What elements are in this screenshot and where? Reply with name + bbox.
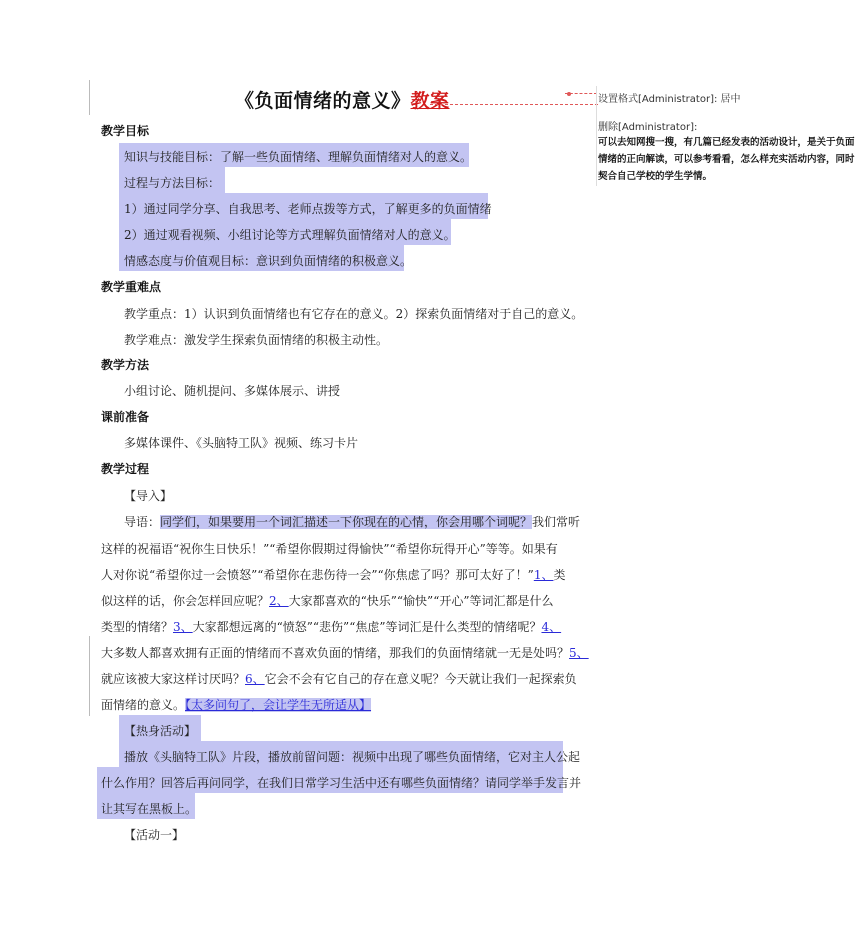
keypoint-line: 教学重点：1）认识到负面情绪也有它存在的意义。2）探索负面情绪对于自己的意义。: [124, 307, 584, 321]
revision-bar: [89, 636, 90, 716]
text-run: 面情绪的意义。: [101, 698, 186, 712]
delete-comment-author[interactable]: 删除[Administrator]:: [598, 122, 698, 133]
text-run: 导语：: [124, 515, 161, 529]
text-run: 大家都喜欢的“快乐”“愉快”“开心”等词汇都是什么: [288, 594, 554, 608]
paragraph-line: [124, 513, 580, 530]
goal-line: 过程与方法目标：: [124, 176, 221, 190]
comment-marker-link[interactable]: 5、: [569, 646, 589, 660]
method-line: 小组讨论、随机提问、多媒体展示、讲授: [124, 384, 341, 398]
comment-author: 设置格式[Administrator]:: [598, 94, 718, 105]
inline-comment[interactable]: 【太多问句了，会让学生无所适从】: [185, 698, 372, 712]
comment-marker-link[interactable]: 3、: [173, 620, 193, 634]
paragraph-line: [101, 644, 589, 661]
document-title[interactable]: [235, 86, 450, 113]
section-heading: 教学目标: [101, 124, 150, 138]
comment-marker-link[interactable]: 1、: [533, 568, 554, 582]
keypoint-line: 教学难点：激发学生探索负面情绪的积极主动性。: [124, 333, 389, 347]
format-comment[interactable]: [598, 90, 741, 105]
paragraph-line: 这样的祝福语“祝你生日快乐！”“希望你假期过得愉快”“希望你玩得开心”等等。如果有: [101, 542, 558, 556]
paragraph-line: [101, 592, 553, 609]
goal-line: 2）通过观看视频、小组讨论等方式理解负面情绪对人的意义。: [124, 228, 456, 242]
subsection-tag: 【热身活动】: [124, 724, 197, 738]
paragraph-line: 播放《头脑特工队》片段，播放前留问题：视频中出现了哪些负面情绪，它对主人公起: [124, 750, 581, 764]
text-run: 人对你说“希望你过一会愤怒”“希望你在悲伤待一会”“你焦虑了吗？那可太好了！”: [101, 568, 534, 582]
text-run: 大多数人都喜欢拥有正面的情绪而不喜欢负面的情绪，那我们的负面情绪就一无是处吗？: [101, 646, 570, 660]
section-heading: 教学方法: [101, 358, 150, 372]
goal-line: 1）通过同学分享、自我思考、老师点拨等方式，了解更多的负面情绪: [124, 202, 492, 216]
paragraph-line: [101, 696, 371, 713]
goal-line: 知识与技能目标：了解一些负面情绪、理解负面情绪对人的意义。: [124, 150, 473, 164]
comment-value: 居中: [720, 94, 741, 105]
paragraph-line: [101, 618, 561, 635]
prep-line: 多媒体课件、《头脑特工队》视频、练习卡片: [124, 436, 359, 450]
comment-marker-link[interactable]: 4、: [541, 620, 562, 634]
comment-connector: [430, 104, 598, 106]
title-text: 《负面情绪的意义》: [235, 90, 411, 112]
comment-marker-link[interactable]: 2、: [269, 594, 289, 608]
text-run: 我们常听: [532, 515, 581, 529]
section-heading: 课前准备: [101, 410, 150, 424]
comment-anchor-dot: [567, 92, 571, 96]
goal-line: 情感态度与价值观目标：意识到负面情绪的积极意义。: [124, 254, 413, 268]
text-run: 类: [553, 568, 566, 582]
paragraph-line: 什么作用？回答后再问同学，在我们日常学习生活中还有哪些负面情绪？请同学举手发言并: [101, 776, 582, 790]
inserted-title-text: 教案: [410, 90, 450, 112]
text-run: 似这样的话，你会怎样回应呢？: [101, 594, 270, 608]
revision-bar: [89, 80, 90, 115]
paragraph-line: [101, 566, 565, 583]
paragraph-line: [101, 670, 577, 687]
delete-comment-text: 可以去知网搜一搜，有几篇已经发表的活动设计，是关于负面情绪的正向解读，可以参考看看，怎么样充实活动内容，同时契合自己学校的学生学情。: [598, 137, 855, 182]
paragraph-line: 让其写在黑板上。: [101, 802, 198, 816]
highlighted-run: 同学们，如果要用一个词汇描述一下你现在的心情，你会用哪个词呢？: [160, 515, 533, 529]
text-run: 就应该被大家这样讨厌吗？: [101, 672, 246, 686]
section-heading: 教学重难点: [101, 280, 162, 294]
section-heading: 教学过程: [101, 462, 150, 476]
subsection-tag: 【导入】: [124, 489, 173, 503]
text-run: 它会不会有它自己的存在意义呢？今天就让我们一起探索负: [264, 672, 577, 686]
text-run: 类型的情绪？: [101, 620, 174, 634]
comment-marker-link[interactable]: 6、: [245, 672, 265, 686]
comment-divider: [596, 86, 597, 186]
text-run: 大家都想远离的“愤怒”“悲伤”“焦虑”等词汇是什么类型的情绪呢？: [192, 620, 542, 634]
subsection-tag: 【活动一】: [124, 828, 185, 842]
